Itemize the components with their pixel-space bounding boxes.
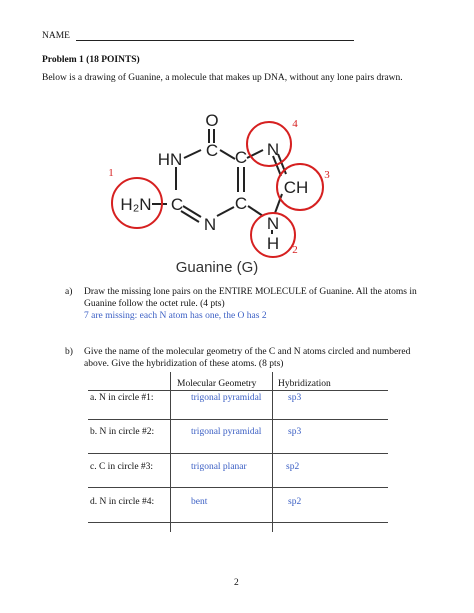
atom-c-top: C <box>205 141 219 160</box>
atom-c-left: C <box>170 195 184 214</box>
name-label: NAME <box>42 31 70 41</box>
table-row-hybrid: sp2 <box>286 462 300 472</box>
part-b-question-line2: above. Give the hybridization of these atoms. (8 pts) <box>84 359 284 369</box>
table-row-hybrid: sp3 <box>288 393 302 403</box>
table-row-geometry: trigonal pyramidal <box>191 427 262 437</box>
table-row-geometry: bent <box>191 497 208 507</box>
part-a-answer: 7 are missing: each N atom has one, the O has 2 <box>84 311 267 321</box>
table-col-divider-2 <box>272 372 273 532</box>
table-row-label: c. C in circle #3: <box>90 462 154 472</box>
table-row-label: b. N in circle #2: <box>90 427 155 437</box>
table-row-divider <box>88 522 388 523</box>
table-row-hybrid: sp3 <box>288 427 302 437</box>
table-row-label: a. N in circle #1: <box>90 393 154 403</box>
part-a-marker: a) <box>65 287 73 297</box>
part-b-question-line1: Give the name of the molecular geometry of the C and N atoms circled and numbered <box>84 347 411 357</box>
atom-n-bottom: N <box>203 215 217 234</box>
name-line <box>76 40 354 41</box>
table-row-divider <box>88 419 388 420</box>
problem-title: Problem 1 (18 POINTS) <box>42 55 140 65</box>
table-row-hybrid: sp2 <box>288 497 302 507</box>
figure-caption: Guanine (G) <box>175 259 259 276</box>
part-a-question-line2: Guanine follow the octet rule. (4 pts) <box>84 299 225 309</box>
atom-hn: HN <box>157 150 183 169</box>
atom-n-top-right: N <box>266 140 280 159</box>
table-row-geometry: trigonal planar <box>191 462 247 472</box>
table-header-hybridization: Hybridization <box>278 379 331 389</box>
geometry-table <box>88 372 388 532</box>
atom-c-mid-right: C <box>234 148 248 167</box>
page-number: 2 <box>234 578 239 588</box>
circle-label-3: 3 <box>324 169 330 181</box>
atom-ch: CH <box>283 178 309 197</box>
table-row-geometry: trigonal pyramidal <box>191 393 262 403</box>
part-a-question-line1: Draw the missing lone pairs on the ENTIRE MOLECULE of Guanine. All the atoms in <box>84 287 417 297</box>
table-col-divider-1 <box>170 372 171 532</box>
table-row-divider <box>88 453 388 454</box>
part-b-marker: b) <box>65 347 73 357</box>
problem-intro: Below is a drawing of Guanine, a molecule that makes up DNA, without any lone pairs drawn. <box>42 73 403 83</box>
circle-label-1: 1 <box>108 167 114 179</box>
table-row-divider <box>88 487 388 488</box>
atom-h2n: H₂N <box>120 195 152 214</box>
table-row-label: d. N in circle #4: <box>90 497 155 507</box>
table-header-divider <box>88 390 388 391</box>
circle-label-4: 4 <box>292 118 298 130</box>
guanine-structure <box>95 110 335 280</box>
atom-n-right-bottom: N <box>266 214 280 233</box>
atom-h: H <box>266 234 280 253</box>
circle-label-2: 2 <box>292 244 298 256</box>
atom-o: O <box>205 111 219 130</box>
table-header-geometry: Molecular Geometry <box>177 379 257 389</box>
atom-c-bottom-right: C <box>234 194 248 213</box>
